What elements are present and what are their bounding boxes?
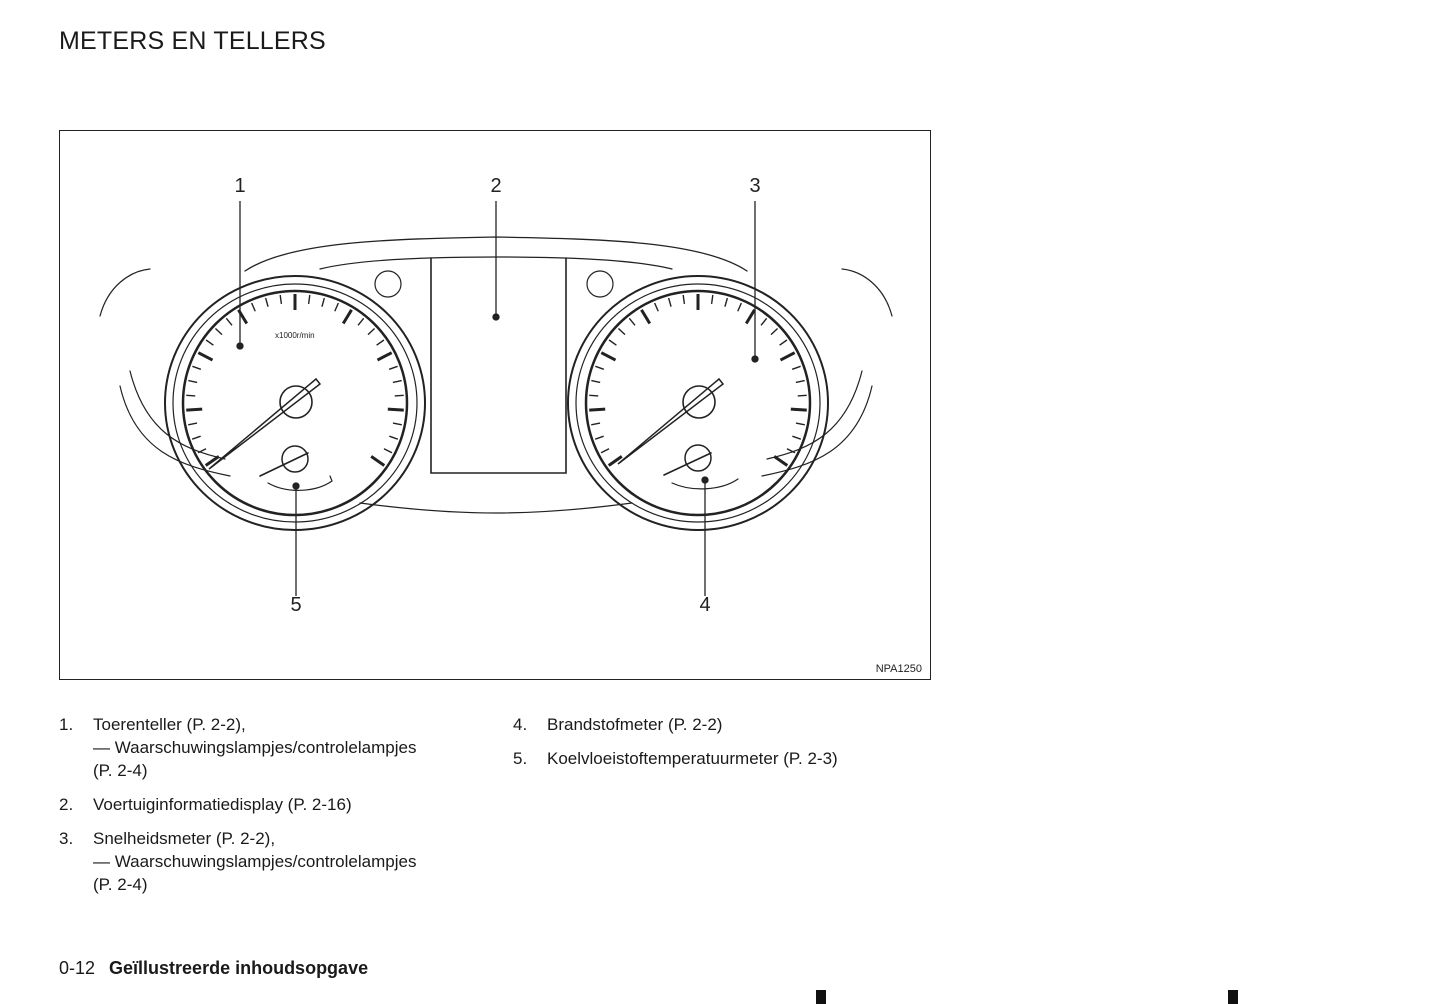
gauge-tick	[206, 340, 213, 345]
callout-2: 2	[490, 175, 502, 197]
gauge-tick	[335, 303, 339, 311]
callout-4: 4	[699, 594, 711, 616]
list-item	[59, 827, 479, 896]
gauge-tick	[618, 328, 625, 334]
list-item	[59, 713, 479, 782]
page-footer	[59, 958, 368, 979]
gauge-tick	[395, 395, 404, 396]
legend-list-left	[59, 713, 479, 896]
callout-5: 5	[290, 594, 302, 616]
gauge-tick	[192, 366, 200, 369]
gauge-tick	[343, 310, 351, 324]
gauge-tick	[368, 328, 375, 334]
list-item	[513, 747, 933, 770]
gauge-tick	[186, 395, 195, 396]
page-number: 0-12	[59, 958, 96, 978]
page-title: METERS EN TELLERS	[59, 27, 326, 55]
gauge-unit-label: x1000r/min	[275, 331, 315, 340]
gauge-tick	[377, 353, 391, 360]
gauge-tick	[669, 298, 671, 307]
gauge-tick	[791, 409, 807, 410]
gauge-tick	[798, 395, 807, 396]
gauge-tick	[780, 353, 794, 360]
gauge-tick	[796, 381, 805, 383]
gauge-tick	[771, 328, 778, 334]
crop-mark	[816, 990, 826, 1004]
gauge-tick	[388, 409, 404, 410]
callout-1: 1	[234, 175, 246, 197]
gauge-tick	[389, 436, 397, 439]
gauge-tick	[609, 340, 616, 345]
gauge-tick	[761, 318, 767, 325]
gauge-tick	[215, 328, 222, 334]
gauge-tick	[712, 295, 713, 304]
gauge-tick	[188, 423, 197, 425]
gauge-tick	[774, 456, 787, 465]
gauge-tick	[589, 409, 605, 410]
item-text: Snelheidsmeter (P. 2-2),	[93, 829, 276, 848]
gauge-tick	[309, 295, 310, 304]
gauge-tick	[389, 366, 397, 369]
gauge-tick	[738, 303, 742, 311]
gauge-tick	[792, 436, 800, 439]
gauge-tick	[655, 303, 659, 311]
gauge-tick	[601, 449, 609, 453]
callout-3: 3	[749, 175, 761, 197]
gauge-tick	[595, 366, 603, 369]
gauge-tick	[358, 318, 364, 325]
gauge-tick	[252, 303, 256, 311]
gauge-tick	[384, 449, 392, 453]
list-item	[513, 713, 933, 736]
gauge-tick	[591, 381, 600, 383]
item-number: 3.	[59, 829, 74, 848]
gauge-tick	[226, 318, 232, 325]
gauge-tick	[629, 318, 635, 325]
instrument-cluster-illustration	[60, 131, 932, 681]
item-text: (P. 2-4)	[93, 875, 148, 894]
item-number: 5.	[513, 749, 528, 768]
crop-mark	[1228, 990, 1238, 1004]
gauge-tick	[796, 423, 805, 425]
gauge-tick	[589, 395, 598, 396]
item-text: (P. 2-4)	[93, 761, 148, 780]
gauge-tick	[601, 353, 615, 360]
item-number: 2.	[59, 795, 74, 814]
gauge-tick	[371, 456, 384, 465]
gauge-tick	[206, 456, 219, 465]
gauge-tick	[725, 298, 727, 307]
figure-code: NPA1250	[875, 663, 922, 675]
gauge-tick	[322, 298, 324, 307]
gauge-tick	[746, 310, 754, 324]
gauge-tick	[280, 295, 281, 304]
gauge-tick	[186, 409, 202, 410]
gauge-tick	[377, 340, 384, 345]
item-text: Toerenteller (P. 2-2),	[93, 715, 246, 734]
item-text: Voertuiginformatiedisplay (P. 2-16)	[93, 795, 352, 814]
gauge-tick	[266, 298, 268, 307]
gauge-tick	[591, 423, 600, 425]
gauge-tick	[192, 436, 200, 439]
gauge-tick	[198, 353, 212, 360]
gauge-tick	[393, 381, 402, 383]
item-number: 4.	[513, 715, 528, 734]
item-text: Brandstofmeter (P. 2-2)	[547, 715, 723, 734]
legend-list-right	[513, 713, 933, 770]
list-item	[59, 793, 479, 816]
section-title: Geïllustreerde inhoudsopgave	[109, 958, 369, 978]
gauge-tick	[393, 423, 402, 425]
item-text: — Waarschuwingslampjes/controlelampjes	[93, 852, 417, 871]
gauge-tick	[595, 436, 603, 439]
gauge-tick	[780, 340, 787, 345]
gauge-tick	[792, 366, 800, 369]
gauge-tick	[609, 456, 622, 465]
instrument-cluster-figure	[59, 130, 931, 680]
item-text: — Waarschuwingslampjes/controlelampjes	[93, 738, 417, 757]
gauge-tick	[641, 310, 649, 324]
gauge-tick	[683, 295, 684, 304]
item-text: Koelvloeistoftemperatuurmeter (P. 2-3)	[547, 749, 838, 768]
gauge-tick	[188, 381, 197, 383]
item-number: 1.	[59, 715, 74, 734]
